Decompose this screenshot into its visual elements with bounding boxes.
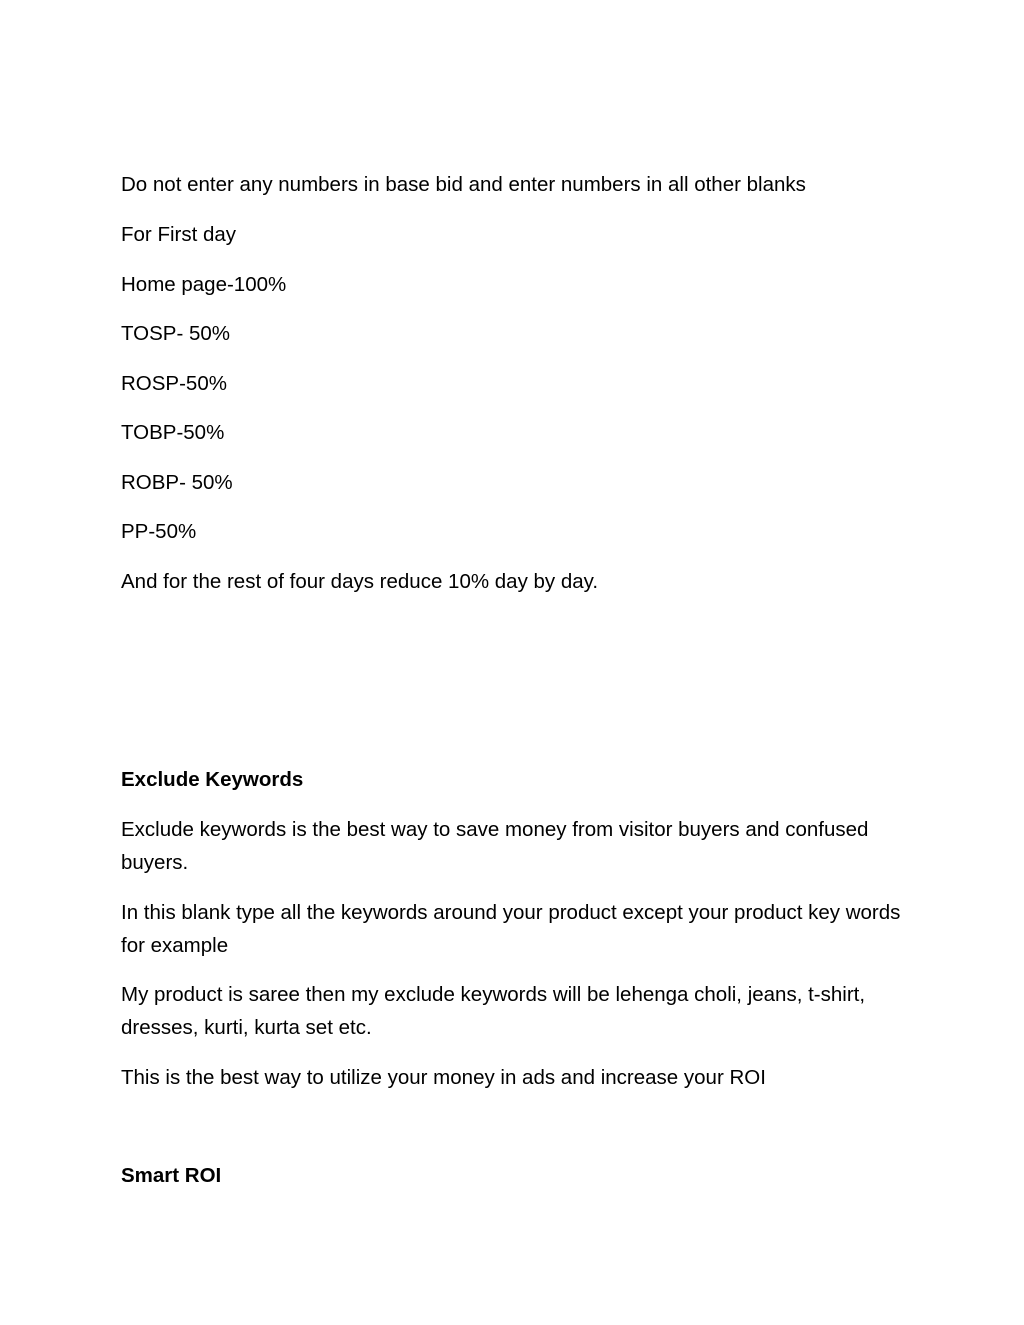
exclude-keywords-heading: Exclude Keywords — [121, 768, 304, 791]
exclude-paragraph-1: Exclude keywords is the best way to save money from visitor buyers and confused buyers. — [121, 818, 869, 874]
bid-line-tosp: TOSP- 50% — [121, 322, 230, 345]
bid-line-robp: ROBP- 50% — [121, 471, 233, 494]
exclude-paragraph-2: In this blank type all the keywords around your product except your product key words for example — [121, 901, 901, 957]
exclude-paragraph-3: My product is saree then my exclude keywords will be lehenga choli, jeans, t-shirt, dresses, kurti, kurta set etc. — [121, 983, 866, 1039]
smart-roi-heading: Smart ROI — [121, 1164, 222, 1187]
exclude-paragraph-4: This is the best way to utilize your money in ads and increase your ROI — [121, 1066, 766, 1089]
first-day-label: For First day — [121, 223, 237, 246]
bid-line-home-page: Home page-100% — [121, 273, 287, 296]
bid-line-pp: PP-50% — [121, 520, 197, 543]
intro-paragraph: Do not enter any numbers in base bid and enter numbers in all other blanks — [121, 173, 806, 196]
bid-line-rosp: ROSP-50% — [121, 372, 227, 395]
bid-line-tobp: TOBP-50% — [121, 421, 225, 444]
rest-days-paragraph: And for the rest of four days reduce 10% day by day. — [121, 570, 599, 593]
